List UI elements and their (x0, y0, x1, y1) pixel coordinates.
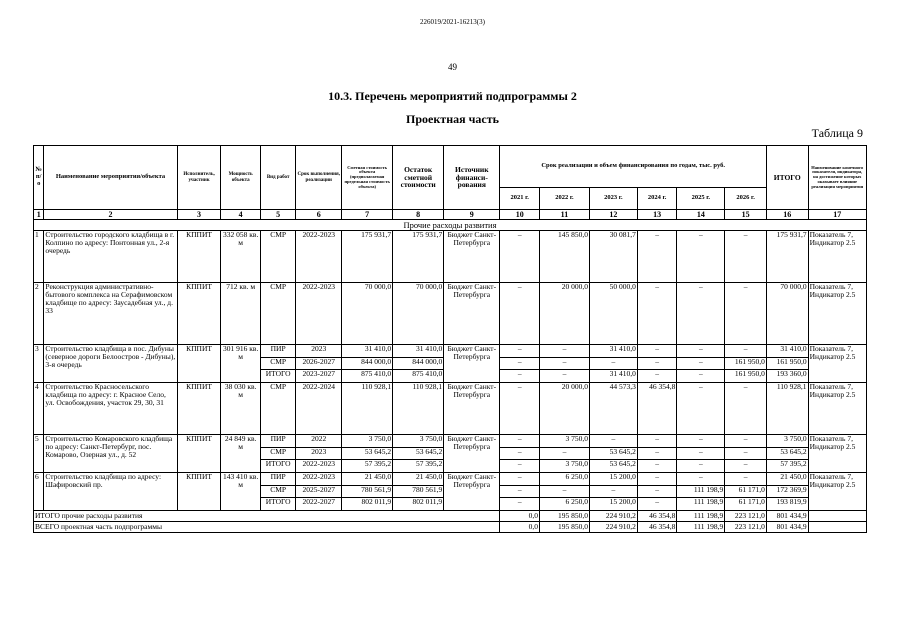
year-amount-2022: 145 850,0 (539, 231, 589, 283)
totals-label: ВСЕГО проектная часть подпрограммы (34, 522, 500, 533)
page-number: 49 (448, 62, 457, 72)
header-capacity: Мощность объекта (221, 146, 261, 210)
row-number: 5 (34, 435, 44, 473)
row-number: 4 (34, 383, 44, 435)
year-amount-2023: – (589, 486, 637, 498)
section-title: Прочие расходы развития (34, 220, 867, 231)
measure-name: Реконструкция административно-бытового комплекса на Серафимовском кладбище по адресу: Заусадебная ул., д. 33 (44, 283, 177, 345)
year-amount-2024: – (637, 435, 677, 448)
year-amount-2025: – (677, 448, 725, 460)
measure-name: Строительство кладбища по адресу: Шафировский пр. (44, 473, 177, 511)
year-amount-2025: – (677, 345, 725, 358)
column-number: 14 (677, 210, 725, 220)
totals-label: ИТОГО прочие расходы развития (34, 511, 500, 522)
row-total: 3 750,0 (766, 435, 808, 448)
column-number: 16 (766, 210, 808, 220)
year-amount-2025: – (677, 383, 725, 435)
term: 2022-2023 (296, 231, 342, 283)
header-no: № п/о (34, 146, 44, 210)
header-term: Срок выполнения, реализации (296, 146, 342, 210)
totals-sum: 801 434,9 (766, 511, 808, 522)
term: 2022-2023 (296, 473, 342, 486)
term: 2022 (296, 435, 342, 448)
row-total: 110 928,1 (766, 383, 808, 435)
column-number: 17 (808, 210, 866, 220)
year-amount-2024: – (637, 358, 677, 370)
year-amount-2026: – (725, 460, 767, 473)
estimated-cost: 875 410,0 (342, 370, 393, 383)
year-amount-2021: – (500, 498, 540, 511)
totals-2023: 224 910,2 (589, 522, 637, 533)
year-amount-2021: – (500, 231, 540, 283)
header-year-2026: 2026 г. (725, 188, 767, 210)
remaining-cost: 844 000,0 (393, 358, 444, 370)
term: 2023 (296, 448, 342, 460)
year-amount-2022: 3 750,0 (539, 460, 589, 473)
header-name: Наименование мероприятия/объекта (44, 146, 177, 210)
capacity: 143 410 кв. м (221, 473, 261, 511)
year-amount-2024: – (637, 486, 677, 498)
year-amount-2026: 61 171,0 (725, 486, 767, 498)
year-amount-2022: – (539, 345, 589, 358)
year-amount-2023: 53 645,2 (589, 448, 637, 460)
work-type: СМР (260, 358, 295, 370)
row-number: 2 (34, 283, 44, 345)
table-row (34, 383, 867, 435)
header-source: Источник финанси-рования (444, 146, 500, 210)
totals-2025: 111 198,9 (677, 511, 725, 522)
totals-row (34, 522, 867, 533)
year-amount-2021: – (500, 473, 540, 486)
year-amount-2024: – (637, 460, 677, 473)
year-amount-2026: – (725, 448, 767, 460)
work-type: ПИР (260, 473, 295, 486)
year-amount-2024: 46 354,8 (637, 383, 677, 435)
remaining-cost: 31 410,0 (393, 345, 444, 358)
executor: КППИТ (177, 283, 221, 345)
year-amount-2021: – (500, 435, 540, 448)
year-amount-2026: – (725, 383, 767, 435)
row-total: 193 360,0 (766, 370, 808, 383)
remaining-cost: 780 561,9 (393, 486, 444, 498)
funding-source: Бюджет Санкт-Петербурга (444, 435, 500, 473)
header-remainder: Остаток сметной стоимости (393, 146, 444, 210)
year-amount-2023: 50 000,0 (589, 283, 637, 345)
remaining-cost: 875 410,0 (393, 370, 444, 383)
capacity: 24 849 кв. м (221, 435, 261, 473)
work-type: СМР (260, 231, 295, 283)
year-amount-2025: – (677, 283, 725, 345)
remaining-cost: 21 450,0 (393, 473, 444, 486)
capacity: 712 кв. м (221, 283, 261, 345)
estimated-cost: 53 645,2 (342, 448, 393, 460)
totals-2026: 223 121,0 (725, 522, 767, 533)
header-period: Срок реализации и объем финансирования по годам, тыс. руб. (500, 146, 767, 188)
term: 2022-2023 (296, 460, 342, 473)
measure-name: Строительство кладбища в пос. Дибуны (северное дороги Белоостров - Дибуны), 3-я очередь (44, 345, 177, 383)
term: 2022-2027 (296, 498, 342, 511)
year-amount-2026: – (725, 345, 767, 358)
year-amount-2026: – (725, 473, 767, 486)
funding-source: Бюджет Санкт-Петербурга (444, 473, 500, 511)
year-amount-2026: – (725, 435, 767, 448)
remaining-cost: 175 931,7 (393, 231, 444, 283)
totals-sum: 801 434,9 (766, 522, 808, 533)
totals-2022: 195 850,0 (539, 522, 589, 533)
year-amount-2023: 31 410,0 (589, 345, 637, 358)
header-year-2024: 2024 г. (637, 188, 677, 210)
year-amount-2023: – (589, 435, 637, 448)
estimated-cost: 31 410,0 (342, 345, 393, 358)
table-row (34, 345, 867, 358)
year-amount-2026: 161 950,0 (725, 358, 767, 370)
year-amount-2021: – (500, 370, 540, 383)
year-amount-2025: 111 198,9 (677, 486, 725, 498)
year-amount-2022: 20 000,0 (539, 383, 589, 435)
column-number: 15 (725, 210, 767, 220)
remaining-cost: 57 395,2 (393, 460, 444, 473)
year-amount-2022: 6 250,0 (539, 473, 589, 486)
totals-2026: 223 121,0 (725, 511, 767, 522)
estimated-cost: 21 450,0 (342, 473, 393, 486)
year-amount-2022: 20 000,0 (539, 283, 589, 345)
year-amount-2021: – (500, 283, 540, 345)
year-amount-2026: 161 950,0 (725, 370, 767, 383)
term: 2022-2023 (296, 283, 342, 345)
funding-source: Бюджет Санкт-Петербурга (444, 345, 500, 383)
indicator: Показатель 7, Индикатор 2.5 (808, 283, 866, 345)
funding-source: Бюджет Санкт-Петербурга (444, 231, 500, 283)
table-row (34, 435, 867, 448)
header-year-2025: 2025 г. (677, 188, 725, 210)
indicator: Показатель 7, Индикатор 2.5 (808, 435, 866, 473)
year-amount-2026: 61 171,0 (725, 498, 767, 511)
column-number: 4 (221, 210, 261, 220)
year-amount-2025: – (677, 460, 725, 473)
table-row (34, 283, 867, 345)
executor: КППИТ (177, 383, 221, 435)
indicator: Показатель 7, Индикатор 2.5 (808, 383, 866, 435)
totals-2023: 224 910,2 (589, 511, 637, 522)
term: 2025-2027 (296, 486, 342, 498)
table-row (34, 473, 867, 486)
measure-name: Строительство городского кладбища в г. Колпино по адресу: Понтонная ул., 2-я очередь (44, 231, 177, 283)
measures-table (33, 145, 867, 533)
year-amount-2023: 15 200,0 (589, 473, 637, 486)
column-number: 5 (260, 210, 295, 220)
estimated-cost: 110 928,1 (342, 383, 393, 435)
term: 2022-2024 (296, 383, 342, 435)
year-amount-2024: – (637, 498, 677, 511)
year-amount-2025: – (677, 358, 725, 370)
year-amount-2024: – (637, 370, 677, 383)
executor: КППИТ (177, 231, 221, 283)
year-amount-2025: – (677, 435, 725, 448)
totals-2024: 46 354,8 (637, 522, 677, 533)
year-amount-2025: – (677, 231, 725, 283)
remaining-cost: 802 011,9 (393, 498, 444, 511)
year-amount-2021: – (500, 358, 540, 370)
row-total: 57 395,2 (766, 460, 808, 473)
remaining-cost: 3 750,0 (393, 435, 444, 448)
year-amount-2022: 3 750,0 (539, 435, 589, 448)
year-amount-2023: 53 645,2 (589, 460, 637, 473)
work-type: СМР (260, 283, 295, 345)
table-row (34, 231, 867, 283)
column-number: 11 (539, 210, 589, 220)
row-total: 70 000,0 (766, 283, 808, 345)
work-type: ИТОГО (260, 370, 295, 383)
year-amount-2023: 15 200,0 (589, 498, 637, 511)
totals-2021: 0,0 (500, 511, 540, 522)
funding-source: Бюджет Санкт-Петербурга (444, 283, 500, 345)
executor: КППИТ (177, 435, 221, 473)
totals-2021: 0,0 (500, 522, 540, 533)
year-amount-2024: – (637, 231, 677, 283)
term: 2023 (296, 345, 342, 358)
row-number: 6 (34, 473, 44, 511)
row-total: 31 410,0 (766, 345, 808, 358)
page-subtitle: Проектная часть (406, 112, 499, 126)
year-amount-2022: 6 250,0 (539, 498, 589, 511)
row-number: 1 (34, 231, 44, 283)
totals-2022: 195 850,0 (539, 511, 589, 522)
remaining-cost: 53 645,2 (393, 448, 444, 460)
column-number: 9 (444, 210, 500, 220)
year-amount-2023: – (589, 358, 637, 370)
remaining-cost: 70 000,0 (393, 283, 444, 345)
header-work-type: Вид работ (260, 146, 295, 210)
work-type: ПИР (260, 435, 295, 448)
measure-name: Строительство Красносельского кладбища по адресу: г. Красное Село, ул. Освобождения, участок 29, 30, 31 (44, 383, 177, 435)
capacity: 301 916 кв. м (221, 345, 261, 383)
row-total: 172 369,9 (766, 486, 808, 498)
header-year-2021: 2021 г. (500, 188, 540, 210)
column-number: 7 (342, 210, 393, 220)
estimated-cost: 57 395,2 (342, 460, 393, 473)
column-number: 12 (589, 210, 637, 220)
year-amount-2025: – (677, 370, 725, 383)
executor: КППИТ (177, 345, 221, 383)
column-number-row (34, 210, 867, 220)
document-id: 226019/2021-16213(3) (420, 18, 485, 26)
row-total: 53 645,2 (766, 448, 808, 460)
work-type: СМР (260, 448, 295, 460)
column-number: 2 (44, 210, 177, 220)
column-number: 13 (637, 210, 677, 220)
measure-name: Строительство Комаровского кладбища по адресу: Санкт-Петербург, пос. Комарово, Озерная ул., д. 52 (44, 435, 177, 473)
header-indicator: Наименование конечного показателя, индикатора, на достижение которых оказывает влияние реализация мероприятия (808, 146, 866, 210)
work-type: ПИР (260, 345, 295, 358)
column-number: 6 (296, 210, 342, 220)
column-number: 8 (393, 210, 444, 220)
estimated-cost: 3 750,0 (342, 435, 393, 448)
year-amount-2021: – (500, 460, 540, 473)
year-amount-2024: – (637, 283, 677, 345)
work-type: СМР (260, 383, 295, 435)
row-total: 193 819,9 (766, 498, 808, 511)
row-number: 3 (34, 345, 44, 383)
year-amount-2024: – (637, 473, 677, 486)
totals-2025: 111 198,9 (677, 522, 725, 533)
column-number: 3 (177, 210, 221, 220)
header-executor: Исполнитель, участник (177, 146, 221, 210)
totals-indicator-empty (808, 511, 866, 522)
year-amount-2022: – (539, 486, 589, 498)
work-type: ИТОГО (260, 460, 295, 473)
indicator: Показатель 7, Индикатор 2.5 (808, 473, 866, 511)
funding-source: Бюджет Санкт-Петербурга (444, 383, 500, 435)
term: 2026-2027 (296, 358, 342, 370)
estimated-cost: 780 561,9 (342, 486, 393, 498)
year-amount-2025: – (677, 473, 725, 486)
capacity: 38 030 кв. м (221, 383, 261, 435)
page-title: 10.3. Перечень мероприятий подпрограммы 2 (328, 89, 577, 103)
row-total: 175 931,7 (766, 231, 808, 283)
year-amount-2024: – (637, 448, 677, 460)
estimated-cost: 802 011,9 (342, 498, 393, 511)
work-type: ИТОГО (260, 498, 295, 511)
year-amount-2021: – (500, 383, 540, 435)
year-amount-2022: – (539, 358, 589, 370)
estimated-cost: 844 000,0 (342, 358, 393, 370)
indicator: Показатель 7, Индикатор 2.5 (808, 345, 866, 383)
executor: КППИТ (177, 473, 221, 511)
indicator: Показатель 7, Индикатор 2.5 (808, 231, 866, 283)
year-amount-2021: – (500, 345, 540, 358)
year-amount-2021: – (500, 486, 540, 498)
header-year-2022: 2022 г. (539, 188, 589, 210)
row-total: 161 950,0 (766, 358, 808, 370)
capacity: 332 058 кв. м (221, 231, 261, 283)
estimated-cost: 175 931,7 (342, 231, 393, 283)
term: 2023-2027 (296, 370, 342, 383)
remaining-cost: 110 928,1 (393, 383, 444, 435)
year-amount-2022: – (539, 370, 589, 383)
header-cost: Сметная стоимость объекта (предполагаемая предельная стоимость объекта) (342, 146, 393, 210)
header-year-2023: 2023 г. (589, 188, 637, 210)
column-number: 10 (500, 210, 540, 220)
year-amount-2024: – (637, 345, 677, 358)
year-amount-2023: 30 081,7 (589, 231, 637, 283)
totals-indicator-empty (808, 522, 866, 533)
year-amount-2022: – (539, 448, 589, 460)
row-total: 21 450,0 (766, 473, 808, 486)
year-amount-2023: 31 410,0 (589, 370, 637, 383)
year-amount-2023: 44 573,3 (589, 383, 637, 435)
year-amount-2026: – (725, 231, 767, 283)
totals-row (34, 511, 867, 522)
estimated-cost: 70 000,0 (342, 283, 393, 345)
header-total: ИТОГО (766, 146, 808, 210)
section-row (34, 220, 867, 231)
year-amount-2021: – (500, 448, 540, 460)
totals-2024: 46 354,8 (637, 511, 677, 522)
table-label: Таблица 9 (811, 126, 863, 140)
column-number: 1 (34, 210, 44, 220)
work-type: СМР (260, 486, 295, 498)
year-amount-2026: – (725, 283, 767, 345)
year-amount-2025: 111 198,9 (677, 498, 725, 511)
